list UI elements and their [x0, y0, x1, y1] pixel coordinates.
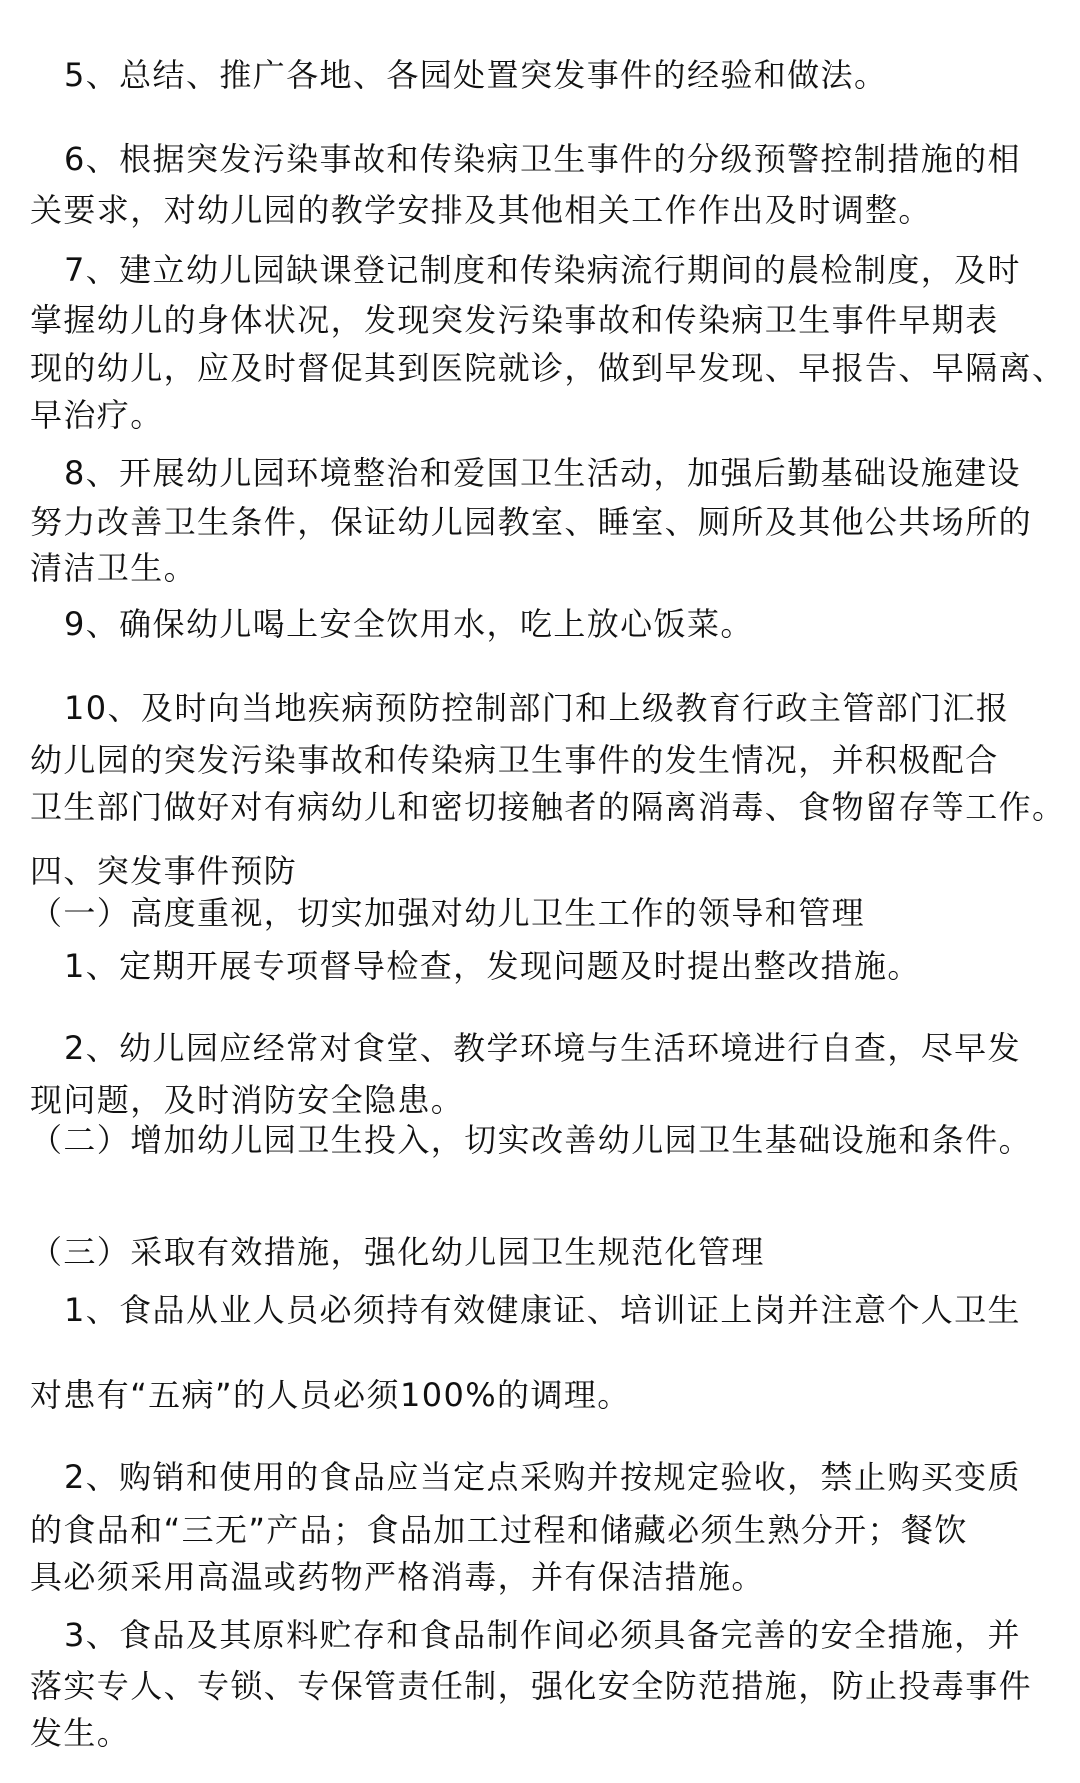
item-6-line-1: 6、根据突发污染事故和传染病卫生事件的分级预警控制措施的相: [64, 140, 1021, 178]
section-4-heading: 四、突发事件预防: [30, 852, 298, 890]
sub3-item-1-line-2: 对患有“五病”的人员必须100%的调理。: [30, 1376, 631, 1414]
item-8-line-3: 清洁卫生。: [30, 549, 198, 587]
sub1-item-2-line-2: 现问题，及时消防安全隐患。: [30, 1081, 465, 1119]
item-10-line-2: 幼儿园的突发污染事故和传染病卫生事件的发生情况，并积极配合: [30, 741, 999, 779]
sub3-item-2-line-2: 的食品和“三无”产品；食品加工过程和储藏必须生熟分开；餐饮: [30, 1511, 968, 1549]
sub3-item-3-line-1: 3、食品及其原料贮存和食品制作间必须具备完善的安全措施，并: [64, 1616, 1021, 1654]
item-8-line-1: 8、开展幼儿园环境整治和爱国卫生活动，加强后勤基础设施建设: [64, 454, 1021, 492]
item-7-line-3: 现的幼儿，应及时督促其到医院就诊，做到早发现、早报告、早隔离、: [30, 349, 1066, 387]
item-9-line: 9、确保幼儿喝上安全饮用水，吃上放心饭菜。: [64, 605, 754, 643]
sub3-item-2-line-1: 2、购销和使用的食品应当定点采购并按规定验收，禁止购买变质: [64, 1458, 1021, 1496]
item-5-line: 5、总结、推广各地、各园处置突发事件的经验和做法。: [64, 56, 888, 94]
subsection-3-heading: （三）采取有效措施，强化幼儿园卫生规范化管理: [30, 1233, 765, 1271]
sub3-item-3-line-2: 落实专人、专锁、专保管责任制，强化安全防范措施，防止投毒事件: [30, 1667, 1033, 1705]
sub1-item-2-line-1: 2、幼儿园应经常对食堂、教学环境与生活环境进行自查，尽早发: [64, 1029, 1021, 1067]
sub3-item-3-line-3: 发生。: [30, 1714, 131, 1752]
item-7-line-4: 早治疗。: [30, 396, 164, 434]
sub3-item-2-line-3: 具必须采用高温或药物严格消毒，并有保洁措施。: [30, 1558, 765, 1596]
item-6-line-2: 关要求，对幼儿园的教学安排及其他相关工作作出及时调整。: [30, 191, 932, 229]
subsection-1-heading: （一）高度重视，切实加强对幼儿卫生工作的领导和管理: [30, 894, 866, 932]
item-8-line-2: 努力改善卫生条件，保证幼儿园教室、睡室、厕所及其他公共场所的: [30, 503, 1033, 541]
item-10-line-3: 卫生部门做好对有病幼儿和密切接触者的隔离消毒、食物留存等工作。: [30, 788, 1066, 826]
sub3-item-1-line-1: 1、食品从业人员必须持有效健康证、培训证上岗并注意个人卫生: [64, 1291, 1021, 1329]
subsection-2-heading: （二）增加幼儿园卫生投入，切实改善幼儿园卫生基础设施和条件。: [30, 1121, 1033, 1159]
item-10-line-1: 10、及时向当地疾病预防控制部门和上级教育行政主管部门汇报: [64, 689, 1010, 727]
sub1-item-1-line: 1、定期开展专项督导检查，发现问题及时提出整改措施。: [64, 947, 921, 985]
item-7-line-1: 7、建立幼儿园缺课登记制度和传染病流行期间的晨检制度，及时: [64, 251, 1021, 289]
item-7-line-2: 掌握幼儿的身体状况，发现突发污染事故和传染病卫生事件早期表: [30, 301, 999, 339]
